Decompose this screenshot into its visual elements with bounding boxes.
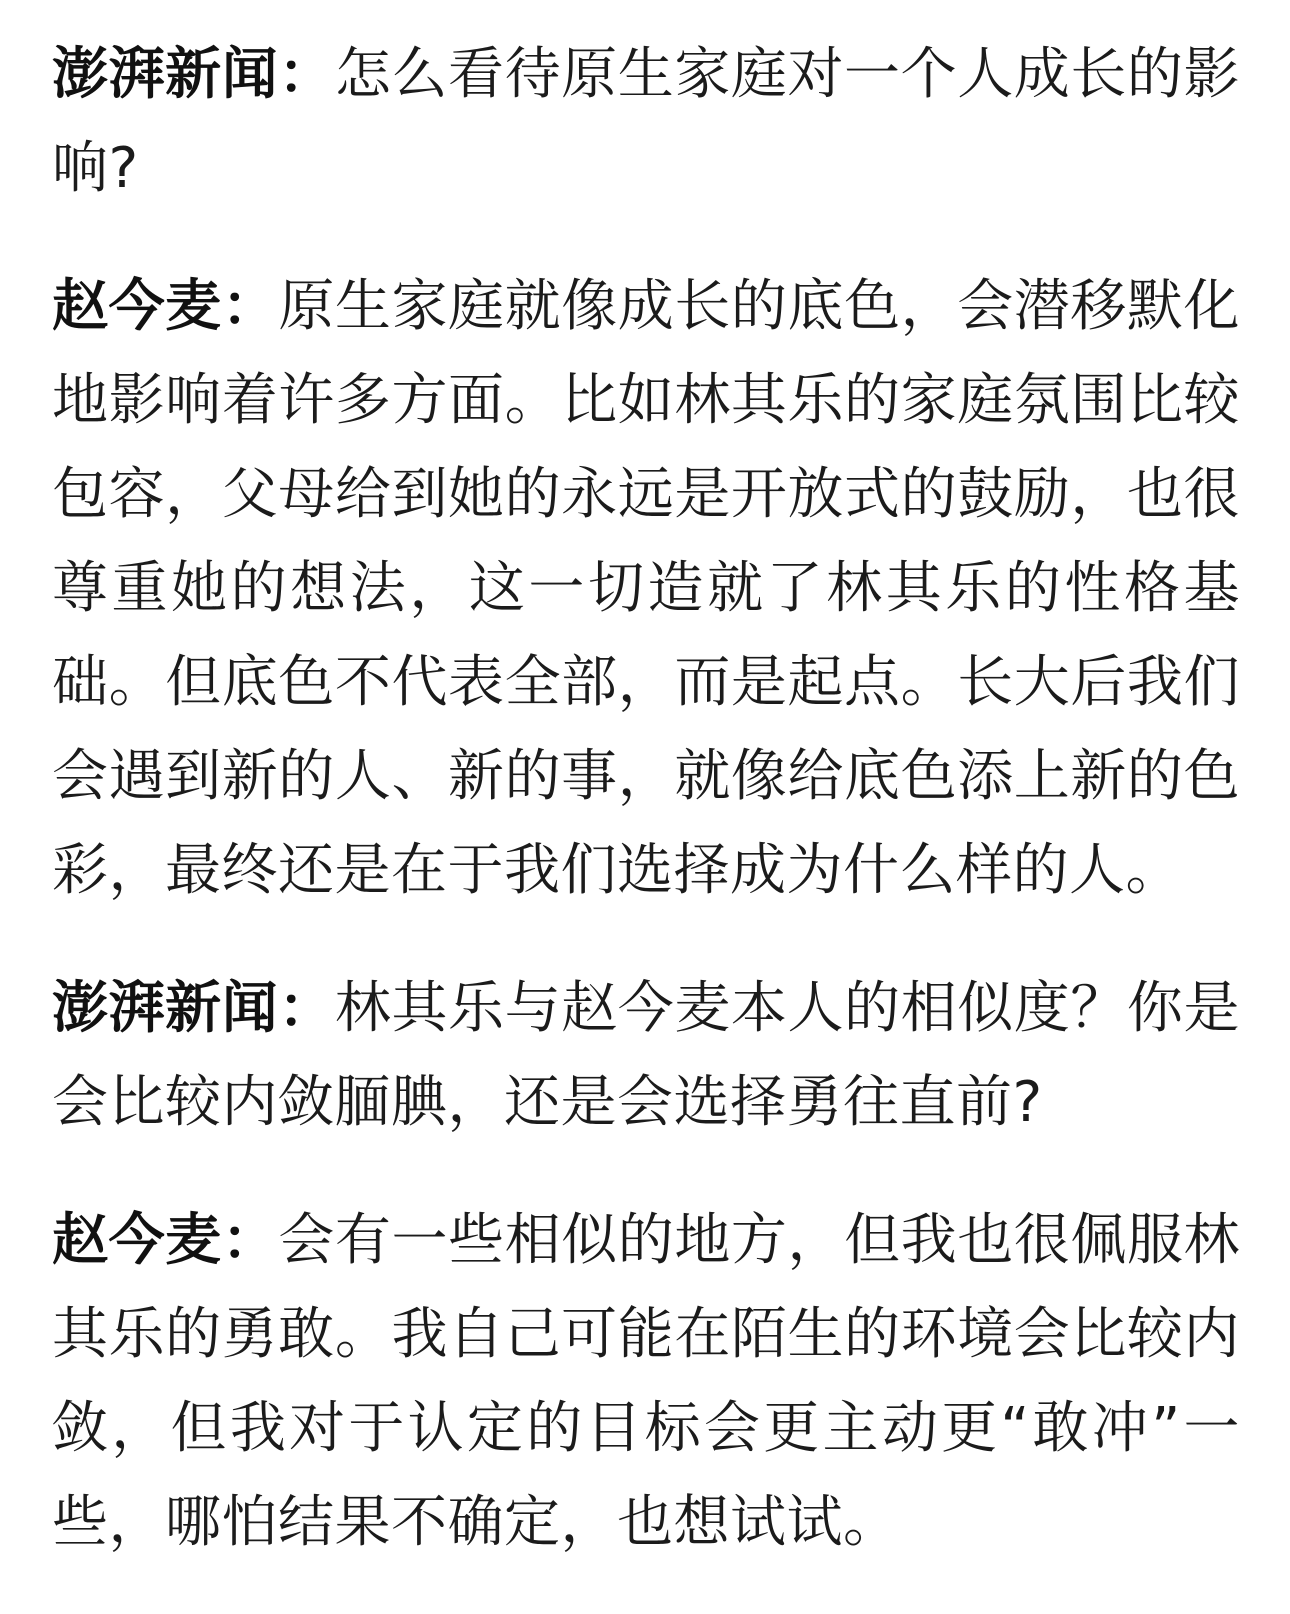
paragraph-text: 怎么看待原生家庭对一个人成长的影响? (52, 42, 1240, 201)
speaker-label: 澎湃新闻： (52, 976, 335, 1041)
speaker-label: 澎湃新闻： (52, 42, 335, 107)
paragraph-text: 原生家庭就像成长的底色，会潜移默化地影响着许多方面。比如林其乐的家庭氛围比较包容，父母给到她的永远是开放式的鼓励，也很尊重她的想法，这一切造就了林其乐的性格基础。但底色不代表全部，而是起点。长大后我们会遇到新的人、新的事，就像给底色添上新的色彩，最终还是在于我们选择成为什么样的人。 (52, 274, 1241, 903)
question-paragraph (52, 28, 1240, 216)
paragraph-text: 林其乐与赵今麦本人的相似度？你是会比较内敛腼腆，还是会选择勇往直前? (52, 976, 1240, 1135)
paragraph-text: 会有一些相似的地方，但我也很佩服林其乐的勇敢。我自己可能在陌生的环境会比较内敛，但我对于认定的目标会更主动更“敢冲”一些，哪怕结果不确定，也想试试。 (52, 1208, 1241, 1555)
answer-paragraph (52, 260, 1240, 918)
answer-paragraph (52, 1194, 1240, 1570)
question-paragraph (52, 962, 1240, 1150)
article-body (52, 28, 1240, 1614)
speaker-label: 赵今麦： (52, 274, 279, 339)
speaker-label: 赵今麦： (52, 1208, 279, 1273)
